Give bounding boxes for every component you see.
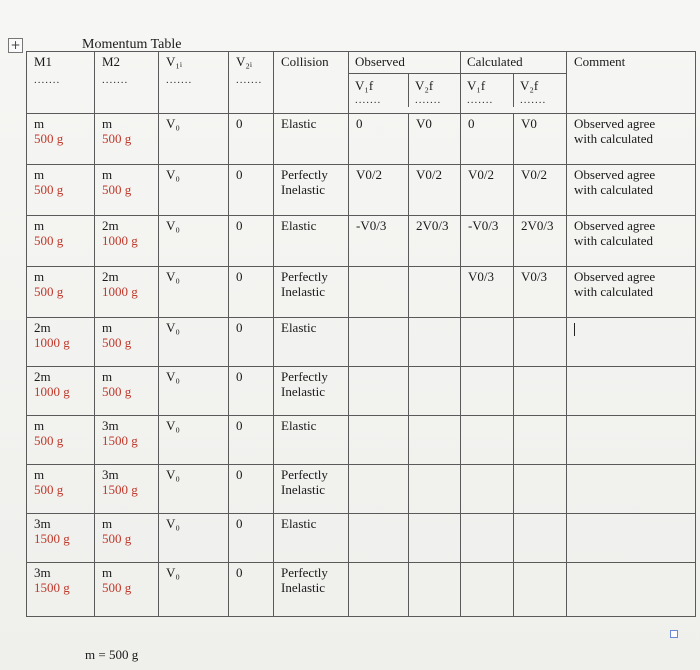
cell-observed-v2f[interactable]: V0 xyxy=(409,114,461,165)
cell-calculated-v2f[interactable]: V0/2 xyxy=(514,165,567,216)
cell-calculated-v1f[interactable]: V0/3 xyxy=(461,267,514,318)
cell-collision[interactable]: Perfectly Inelastic xyxy=(274,267,349,318)
table-row xyxy=(27,563,696,617)
cell-v1i[interactable]: V₀ xyxy=(159,114,229,165)
mass-footnote: m = 500 g xyxy=(85,647,139,662)
cell-observed-v2f[interactable] xyxy=(409,367,461,416)
cell-v2i[interactable]: 0 xyxy=(229,318,274,367)
cell-m2[interactable]: 2m 1000 g xyxy=(95,267,159,318)
cell-m1[interactable]: m 500 g xyxy=(27,165,95,216)
cell-m1[interactable]: 3m 1500 g xyxy=(27,514,95,563)
cell-m2[interactable]: 3m 1500 g xyxy=(95,465,159,514)
momentum-table[interactable] xyxy=(26,51,696,617)
subheader-observed-v2f[interactable]: V₂f ....... xyxy=(409,73,460,107)
cell-m1[interactable]: 2m 1000 g xyxy=(27,367,95,416)
table-move-handle-icon[interactable]: + xyxy=(8,38,23,53)
cell-v1i[interactable]: V₀ xyxy=(159,563,229,617)
cell-collision[interactable]: Perfectly Inelastic xyxy=(274,563,349,617)
cell-calculated-v2f[interactable]: 2V0/3 xyxy=(514,216,567,267)
cell-observed-v2f[interactable] xyxy=(409,267,461,318)
cell-comment[interactable]: Observed agree with calculated xyxy=(567,165,696,216)
cell-collision[interactable]: Elastic xyxy=(274,114,349,165)
cell-m1[interactable]: m 500 g xyxy=(27,465,95,514)
header-m1[interactable]: M1 ....... xyxy=(27,52,95,114)
cell-v1i[interactable]: V₀ xyxy=(159,416,229,465)
cell-comment[interactable] xyxy=(567,563,696,617)
cell-calculated-v1f[interactable]: V0/2 xyxy=(461,165,514,216)
table-row xyxy=(27,416,696,465)
subheader-calculated-v1f[interactable]: V₁f ....... xyxy=(461,73,514,107)
cell-calculated-v2f[interactable] xyxy=(514,318,567,367)
cell-observed-v2f[interactable] xyxy=(409,416,461,465)
header-collision[interactable]: Collision xyxy=(274,52,349,114)
cell-comment[interactable]: Observed agree with calculated xyxy=(567,216,696,267)
cell-v2i[interactable]: 0 xyxy=(229,114,274,165)
cell-observed-v1f[interactable]: V0/2 xyxy=(349,165,409,216)
cell-comment[interactable] xyxy=(567,318,696,367)
cell-comment[interactable] xyxy=(567,514,696,563)
cell-v1i[interactable]: V₀ xyxy=(159,165,229,216)
cell-calculated-v2f[interactable] xyxy=(514,563,567,617)
cell-v1i[interactable]: V₀ xyxy=(159,267,229,318)
cell-m1[interactable]: m 500 g xyxy=(27,216,95,267)
cell-observed-v1f[interactable] xyxy=(349,318,409,367)
cell-v2i[interactable]: 0 xyxy=(229,563,274,617)
cell-m1[interactable]: 2m 1000 g xyxy=(27,318,95,367)
table-row xyxy=(27,216,696,267)
cell-m2[interactable]: m 500 g xyxy=(95,165,159,216)
cell-calculated-v1f[interactable] xyxy=(461,416,514,465)
cell-v1i[interactable]: V₀ xyxy=(159,318,229,367)
cell-collision[interactable]: Elastic xyxy=(274,318,349,367)
cell-calculated-v1f[interactable] xyxy=(461,367,514,416)
cell-calculated-v2f[interactable] xyxy=(514,514,567,563)
cell-observed-v1f[interactable] xyxy=(349,563,409,617)
cell-m1[interactable]: m 500 g xyxy=(27,267,95,318)
cell-comment[interactable] xyxy=(567,465,696,514)
cell-calculated-v1f[interactable] xyxy=(461,318,514,367)
cell-v2i[interactable]: 0 xyxy=(229,267,274,318)
cell-calculated-v1f[interactable] xyxy=(461,514,514,563)
cell-calculated-v1f[interactable] xyxy=(461,465,514,514)
cell-m2[interactable]: m 500 g xyxy=(95,114,159,165)
header-comment[interactable]: Comment xyxy=(567,52,696,114)
cell-calculated-v2f[interactable] xyxy=(514,465,567,514)
header-observed[interactable]: Observed V₁f ....... V₂f ....... xyxy=(349,52,461,114)
table-row xyxy=(27,114,696,165)
table-row xyxy=(27,514,696,563)
cell-m1[interactable]: 3m 1500 g xyxy=(27,563,95,617)
header-calculated[interactable]: Calculated V₁f ....... V₂f ....... xyxy=(461,52,567,114)
subheader-calculated-v2f[interactable]: V₂f ....... xyxy=(514,73,566,107)
cell-calculated-v2f[interactable]: V0/3 xyxy=(514,267,567,318)
cell-collision[interactable]: Perfectly Inelastic xyxy=(274,367,349,416)
cell-calculated-v1f[interactable] xyxy=(461,563,514,617)
cell-observed-v2f[interactable]: V0/2 xyxy=(409,165,461,216)
cell-observed-v1f[interactable] xyxy=(349,416,409,465)
cell-observed-v2f[interactable] xyxy=(409,563,461,617)
cell-m2[interactable]: 3m 1500 g xyxy=(95,416,159,465)
cell-observed-v2f[interactable]: 2V0/3 xyxy=(409,216,461,267)
cell-m2[interactable]: m 500 g xyxy=(95,367,159,416)
cell-m2[interactable]: m 500 g xyxy=(95,563,159,617)
cell-observed-v1f[interactable]: -V0/3 xyxy=(349,216,409,267)
cell-calculated-v1f[interactable]: 0 xyxy=(461,114,514,165)
cell-observed-v1f[interactable] xyxy=(349,514,409,563)
cell-v2i[interactable]: 0 xyxy=(229,367,274,416)
cell-m2[interactable]: m 500 g xyxy=(95,514,159,563)
cell-observed-v1f[interactable] xyxy=(349,267,409,318)
cell-calculated-v2f[interactable] xyxy=(514,416,567,465)
cell-calculated-v1f[interactable]: -V0/3 xyxy=(461,216,514,267)
table-resize-handle-icon[interactable] xyxy=(670,630,678,638)
cell-m1[interactable]: m 500 g xyxy=(27,416,95,465)
cell-v2i[interactable]: 0 xyxy=(229,165,274,216)
table-row xyxy=(27,465,696,514)
table-row xyxy=(27,367,696,416)
header-m2[interactable]: M2 ....... xyxy=(95,52,159,114)
cell-collision[interactable]: Elastic xyxy=(274,216,349,267)
cell-observed-v2f[interactable] xyxy=(409,514,461,563)
cell-v2i[interactable]: 0 xyxy=(229,514,274,563)
cell-collision[interactable]: Elastic xyxy=(274,416,349,465)
cell-m2[interactable]: m 500 g xyxy=(95,318,159,367)
cell-calculated-v2f[interactable]: V0 xyxy=(514,114,567,165)
header-v1i[interactable]: V₁ᵢ ....... xyxy=(159,52,229,114)
cell-comment[interactable]: Observed agree with calculated xyxy=(567,114,696,165)
cell-observed-v2f[interactable] xyxy=(409,465,461,514)
cell-observed-v1f[interactable] xyxy=(349,465,409,514)
cell-v1i[interactable]: V₀ xyxy=(159,514,229,563)
subheader-observed-v1f[interactable]: V₁f ....... xyxy=(349,73,409,107)
table-title: Momentum Table xyxy=(82,37,182,52)
cell-observed-v2f[interactable] xyxy=(409,318,461,367)
cell-comment[interactable] xyxy=(567,416,696,465)
cell-v2i[interactable]: 0 xyxy=(229,216,274,267)
cell-comment[interactable] xyxy=(567,367,696,416)
table-header-row xyxy=(27,52,696,114)
cell-v2i[interactable]: 0 xyxy=(229,465,274,514)
cell-observed-v1f[interactable] xyxy=(349,367,409,416)
text-cursor xyxy=(574,323,575,336)
cell-comment[interactable]: Observed agree with calculated xyxy=(567,267,696,318)
cell-m2[interactable]: 2m 1000 g xyxy=(95,216,159,267)
cell-v2i[interactable]: 0 xyxy=(229,416,274,465)
cell-v1i[interactable]: V₀ xyxy=(159,216,229,267)
cell-v1i[interactable]: V₀ xyxy=(159,367,229,416)
cell-v1i[interactable]: V₀ xyxy=(159,465,229,514)
cell-collision[interactable]: Elastic xyxy=(274,514,349,563)
cell-calculated-v2f[interactable] xyxy=(514,367,567,416)
table-row xyxy=(27,165,696,216)
cell-m1[interactable]: m 500 g xyxy=(27,114,95,165)
table-row xyxy=(27,267,696,318)
cell-collision[interactable]: Perfectly Inelastic xyxy=(274,465,349,514)
cell-collision[interactable]: Perfectly Inelastic xyxy=(274,165,349,216)
cell-observed-v1f[interactable]: 0 xyxy=(349,114,409,165)
header-v2i[interactable]: V₂ᵢ ....... xyxy=(229,52,274,114)
table-row xyxy=(27,318,696,367)
